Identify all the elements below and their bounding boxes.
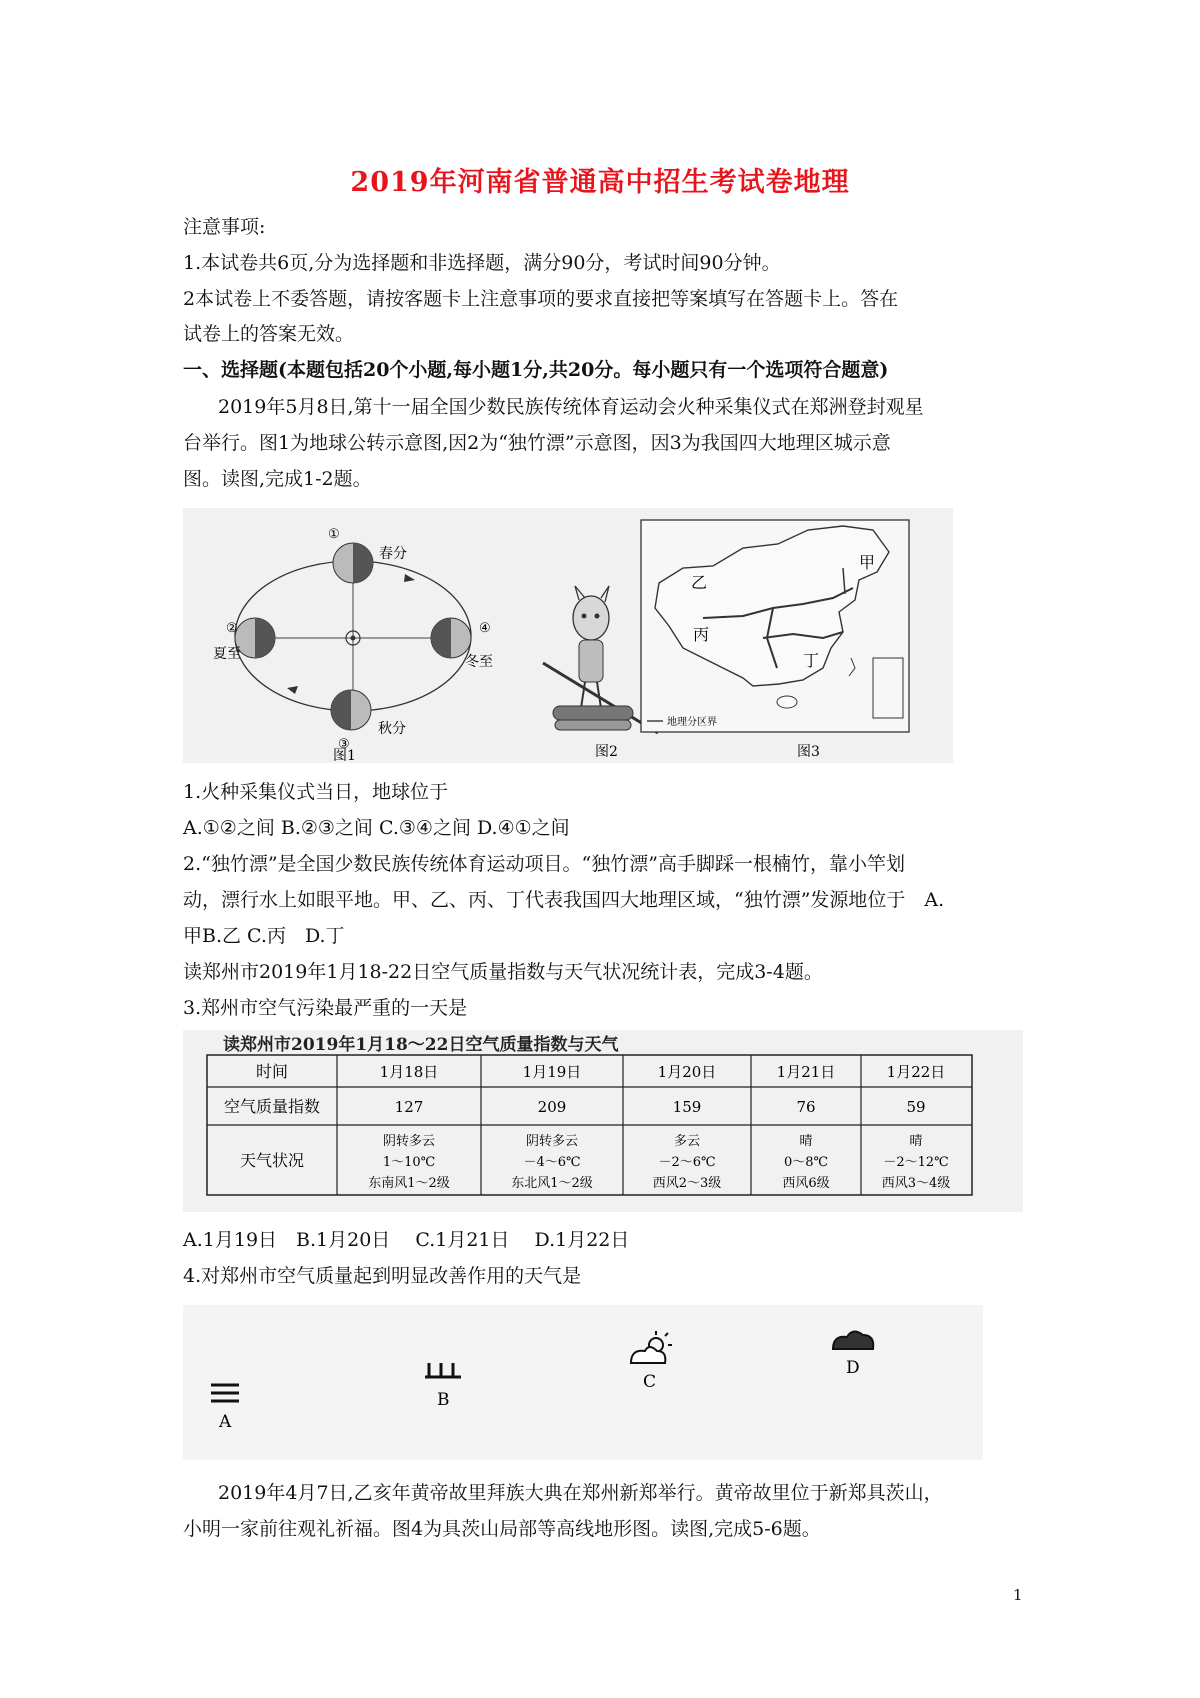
map-legend: 地理分区界: [667, 717, 717, 728]
intro-line-2: 台举行。图1为地球公转示意图,因2为“独竹漂”示意图，因3为我国四大地理区城示意: [183, 432, 891, 454]
notice-item-1: 1.本试卷共6页,分为选择题和非选择题，满分90分，考试时间90分钟。: [183, 252, 781, 274]
weather-3-wind: 西风6级: [782, 1176, 830, 1191]
row-label-weather: 天气状况: [239, 1151, 305, 1170]
fig1-autumn: 秋分: [378, 721, 406, 737]
air-quality-table-image: [183, 1030, 1023, 1212]
q3-stem: 3.郑州市空气污染最严重的一天是: [183, 997, 468, 1019]
notice-heading: 注意事项:: [183, 216, 266, 238]
option-b-label: B: [437, 1390, 450, 1410]
weather-4-temp: －2～12℃: [883, 1155, 949, 1170]
row-label-aqi: 空气质量指数: [223, 1097, 321, 1116]
q3-options: A.1月19日 B.1月20日 C.1月21日 D.1月22日: [183, 1229, 630, 1251]
region-jia: 甲: [859, 553, 876, 572]
fog-icon: [211, 1385, 239, 1401]
option-c-label: C: [643, 1372, 657, 1392]
fig1-winter: 冬至: [465, 654, 493, 670]
region-ding: 丁: [803, 651, 820, 670]
fig1-pos-4: ④: [479, 621, 491, 636]
intro-line-3: 图。读图,完成1-2题。: [183, 468, 372, 490]
aqi-4: 59: [906, 1098, 926, 1116]
weather-1-sky: 阴转多云: [525, 1134, 579, 1149]
weather-4-sky: 晴: [909, 1134, 923, 1149]
weather-1-temp: －4～6℃: [523, 1155, 581, 1170]
date-2: 1月20日: [657, 1063, 717, 1081]
notice-item-2-line2: 试卷上的答案无效。: [183, 323, 355, 345]
aqi-0: 127: [394, 1098, 424, 1116]
weather-3-sky: 晴: [799, 1134, 813, 1149]
figure-1-orbit: [213, 527, 493, 763]
q2-line-2: 动，漂行水上如眼平地。甲、乙、丙、丁代表我国四大地理区域，“独竹漂”发源地位于 A.: [183, 889, 945, 911]
weather-1-wind: 东北风1～2级: [511, 1176, 593, 1191]
weather-symbols-panel: [183, 1305, 983, 1460]
fig3-caption: 图3: [797, 744, 820, 760]
fig1-pos-1: ①: [328, 527, 340, 542]
region-bing: 丙: [693, 625, 710, 644]
fig2-caption: 图2: [595, 744, 618, 760]
weather-2-temp: －2～6℃: [658, 1155, 716, 1170]
option-a-label: A: [219, 1412, 232, 1432]
figures-svg: [183, 508, 953, 763]
intro-line-1: 2019年5月8日,第十一届全国少数民族传统体育运动会火种采集仪式在郑洲登封观星: [218, 396, 924, 418]
figure-panel-1-3: [183, 508, 953, 763]
weather-0-sky: 阴转多云: [382, 1134, 436, 1149]
weather-2-wind: 西风2～3级: [652, 1176, 722, 1191]
fig1-spring: 春分: [379, 546, 407, 562]
q34-intro: 读郑州市2019年1月18-22日空气质量指数与天气状况统计表，完成3-4题。: [183, 961, 823, 983]
figure-3-map: [641, 520, 909, 760]
section-heading: 一、选择题(本题包括20个小题,每小题1分,共20分。每小题只有一个选项符合题意): [183, 359, 889, 381]
page-number: 1: [1013, 1586, 1023, 1604]
q1-stem: 1.火种采集仪式当日，地球位于: [183, 781, 449, 803]
fig1-pos-2: ②: [226, 621, 238, 636]
date-0: 1月18日: [379, 1063, 439, 1081]
row-label-date: 时间: [255, 1062, 289, 1081]
fig1-caption: 图1: [333, 748, 356, 763]
table-title: 读郑州市2019年1月18～22日空气质量指数与天气: [223, 1035, 619, 1055]
weather-0-temp: 1～10℃: [382, 1155, 436, 1170]
region-yi: 乙: [691, 573, 708, 592]
date-4: 1月22日: [886, 1063, 946, 1081]
q4-stem: 4.对郑州市空气质量起到明显改善作用的天气是: [183, 1265, 582, 1287]
cloudy-icon: [833, 1331, 873, 1349]
aqi-1: 209: [537, 1098, 567, 1116]
q2-line-1: 2.“独竹漂”是全国少数民族传统体育运动项目。“独竹漂”高手脚踩一根楠竹，靠小竿划: [183, 853, 905, 875]
q1-options: A.①②之间 B.②③之间 C.③④之间 D.④①之间: [183, 817, 570, 839]
fig1-pos-3: ③: [338, 737, 350, 752]
partly-cloudy-icon: [631, 1331, 672, 1363]
q56-intro-line-2: 小明一家前往观礼祈福。图4为具茨山局部等高线地形图。读图,完成5-6题。: [183, 1518, 821, 1540]
weather-2-sky: 多云: [673, 1134, 701, 1149]
weather-symbols-svg: [183, 1305, 983, 1460]
weather-3-temp: 0～8℃: [783, 1155, 829, 1170]
strong-wind-icon: [425, 1363, 461, 1377]
notice-item-2-line1: 2本试卷上不委答题，请按客题卡上注意事项的要求直接把等案填写在答题卡上。答在: [183, 288, 899, 310]
date-1: 1月19日: [522, 1063, 582, 1081]
q56-intro-line-1: 2019年4月7日,乙亥年黄帝故里拜族大典在郑州新郑举行。黄帝故里位于新郑具茨山，: [218, 1482, 943, 1504]
page-title: 2019年河南省普通高中招生考试卷地理: [350, 167, 850, 198]
date-3: 1月21日: [776, 1063, 836, 1081]
table-svg: [183, 1030, 1023, 1212]
aqi-3: 76: [796, 1098, 816, 1116]
q2-line-3: 甲B.乙 C.丙 D.丁: [183, 925, 345, 947]
fig1-summer: 夏至: [213, 646, 241, 662]
option-d-label: D: [846, 1358, 860, 1378]
weather-0-wind: 东南风1～2级: [368, 1176, 450, 1191]
weather-4-wind: 西风3～4级: [881, 1176, 951, 1191]
aqi-2: 159: [672, 1098, 702, 1116]
